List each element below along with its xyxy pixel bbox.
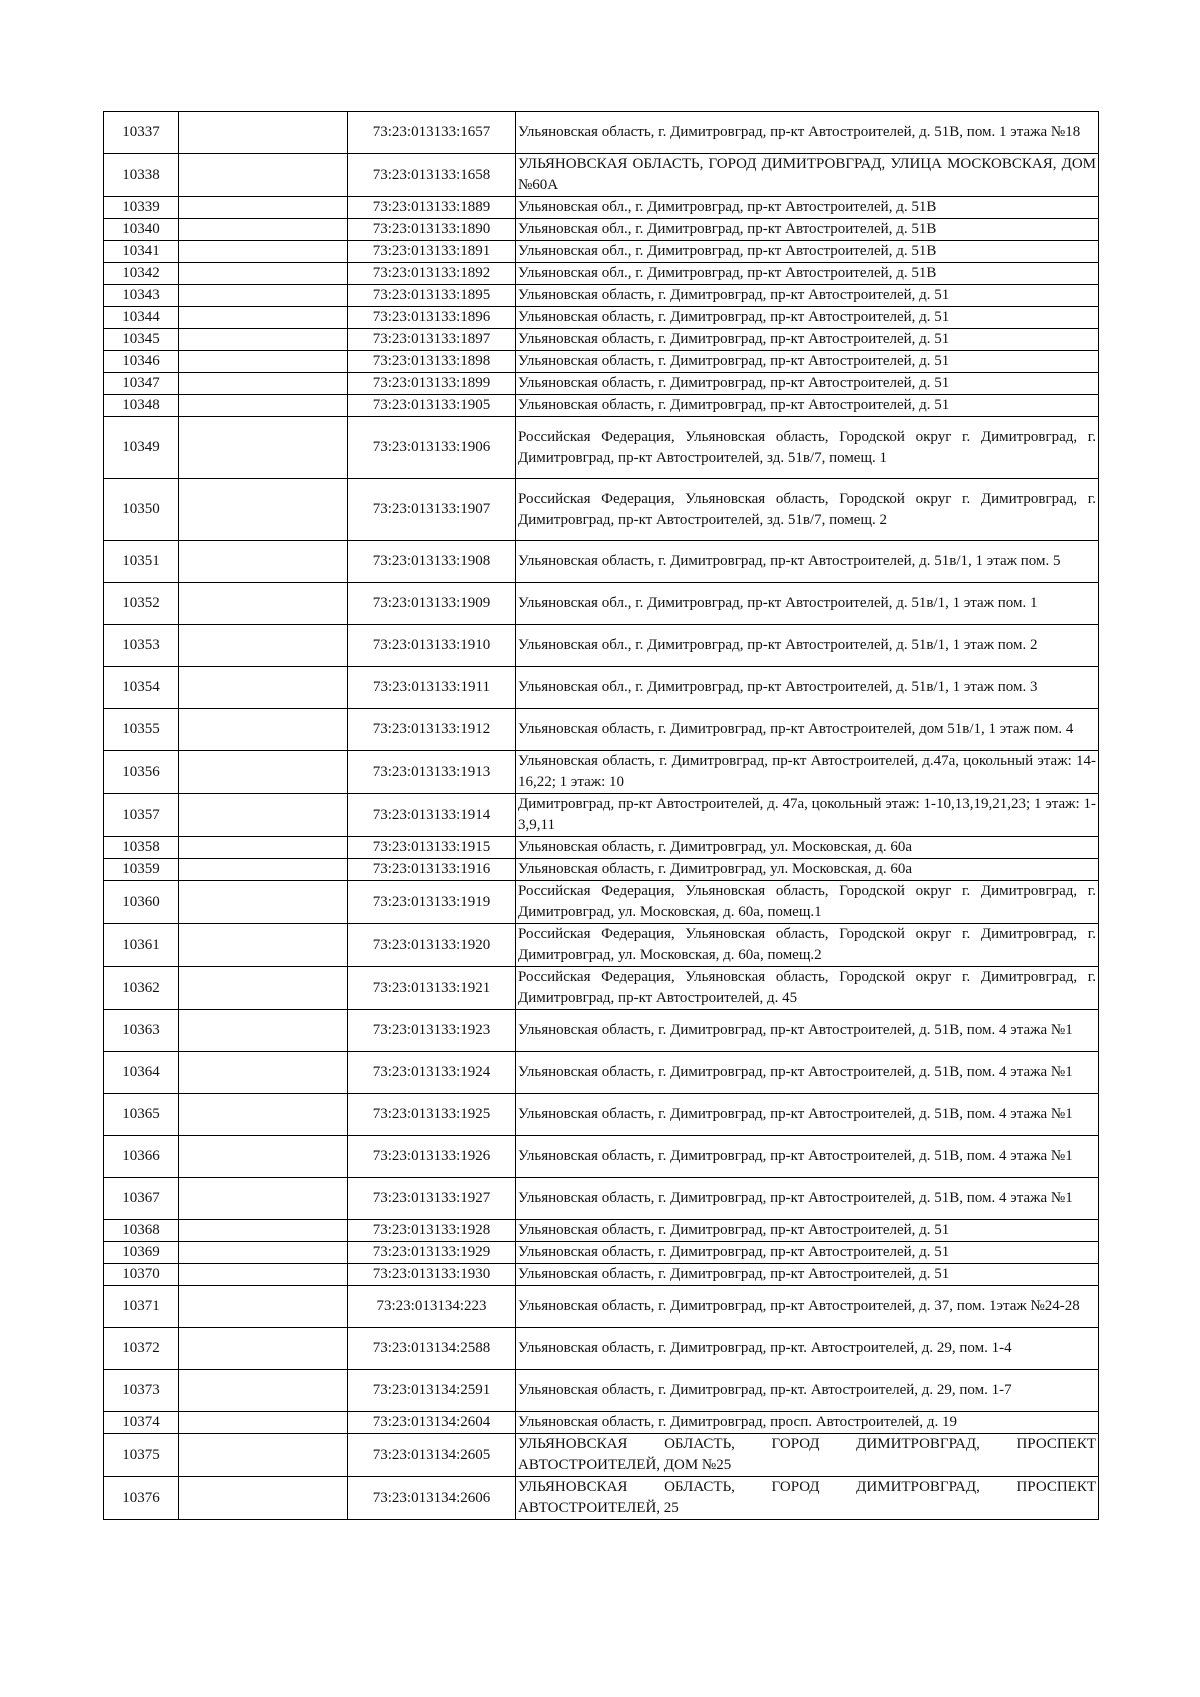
address: Ульяновская область, г. Димитровград, пр-кт Автостроителей, д. 51 xyxy=(516,1220,1099,1242)
empty-cell xyxy=(179,1286,348,1328)
cadastral-number: 73:23:013133:1928 xyxy=(348,1220,516,1242)
table-row xyxy=(104,1286,1099,1328)
table-row xyxy=(104,1434,1099,1477)
cadastral-number: 73:23:013133:1896 xyxy=(348,307,516,329)
address: Ульяновская область, г. Димитровград, ул. Московская, д. 60а xyxy=(516,859,1099,881)
table-row xyxy=(104,1370,1099,1412)
cadastral-number: 73:23:013134:2605 xyxy=(348,1434,516,1477)
table-row xyxy=(104,541,1099,583)
cadastral-number: 73:23:013133:1925 xyxy=(348,1094,516,1136)
address: УЛЬЯНОВСКАЯ ОБЛАСТЬ, ГОРОД ДИМИТРОВГРАД, ПРОСПЕКТ АВТОСТРОИТЕЛЕЙ, ДОМ №25 xyxy=(516,1434,1099,1477)
row-number: 10374 xyxy=(104,1412,179,1434)
table-row xyxy=(104,583,1099,625)
address: Ульяновская область, г. Димитровград, пр-кт Автостроителей, д. 51 xyxy=(516,395,1099,417)
row-number: 10347 xyxy=(104,373,179,395)
table-row xyxy=(104,154,1099,197)
address: УЛЬЯНОВСКАЯ ОБЛАСТЬ, ГОРОД ДИМИТРОВГРАД, ПРОСПЕКТ АВТОСТРОИТЕЛЕЙ, 25 xyxy=(516,1477,1099,1520)
row-number: 10370 xyxy=(104,1264,179,1286)
row-number: 10362 xyxy=(104,967,179,1010)
table-row xyxy=(104,307,1099,329)
empty-cell xyxy=(179,351,348,373)
table-row xyxy=(104,263,1099,285)
cadastral-number: 73:23:013133:1889 xyxy=(348,197,516,219)
empty-cell xyxy=(179,417,348,479)
row-number: 10351 xyxy=(104,541,179,583)
cadastral-number: 73:23:013133:1897 xyxy=(348,329,516,351)
address: Ульяновская область, г. Димитровград, просп. Автостроителей, д. 19 xyxy=(516,1412,1099,1434)
cadastral-number: 73:23:013133:1908 xyxy=(348,541,516,583)
table-row xyxy=(104,837,1099,859)
address: Российская Федерация, Ульяновская область, Городской округ г. Димитровград, г. Димитровград, ул. Московская, д. 60а, помещ.1 xyxy=(516,881,1099,924)
empty-cell xyxy=(179,967,348,1010)
address: Ульяновская область, г. Димитровград, пр-кт Автостроителей, д. 51 xyxy=(516,329,1099,351)
table-row xyxy=(104,709,1099,751)
empty-cell xyxy=(179,667,348,709)
cadastral-number: 73:23:013133:1892 xyxy=(348,263,516,285)
cadastral-number: 73:23:013133:1927 xyxy=(348,1178,516,1220)
empty-cell xyxy=(179,1136,348,1178)
empty-cell xyxy=(179,241,348,263)
cadastral-number: 73:23:013133:1890 xyxy=(348,219,516,241)
cadastral-number: 73:23:013133:1907 xyxy=(348,479,516,541)
address: Ульяновская обл., г. Димитровград, пр-кт Автостроителей, д. 51в/1, 1 этаж пом. 3 xyxy=(516,667,1099,709)
row-number: 10357 xyxy=(104,794,179,837)
empty-cell xyxy=(179,794,348,837)
table-row xyxy=(104,967,1099,1010)
empty-cell xyxy=(179,1242,348,1264)
cadastral-number: 73:23:013133:1657 xyxy=(348,112,516,154)
empty-cell xyxy=(179,541,348,583)
row-number: 10358 xyxy=(104,837,179,859)
table-row xyxy=(104,667,1099,709)
empty-cell xyxy=(179,1434,348,1477)
cadastral-number: 73:23:013133:1905 xyxy=(348,395,516,417)
cadastral-number: 73:23:013134:2604 xyxy=(348,1412,516,1434)
address: Российская Федерация, Ульяновская область, Городской округ г. Димитровград, г. Димитровград, пр-кт Автостроителей, зд. 51в/7, помещ. 1 xyxy=(516,417,1099,479)
cadastral-number: 73:23:013133:1658 xyxy=(348,154,516,197)
registry-table-body xyxy=(104,112,1099,1520)
address: Российская Федерация, Ульяновская область, Городской округ г. Димитровград, г. Димитровград, ул. Московская, д. 60а, помещ.2 xyxy=(516,924,1099,967)
cadastral-number: 73:23:013134:2588 xyxy=(348,1328,516,1370)
row-number: 10365 xyxy=(104,1094,179,1136)
table-row xyxy=(104,329,1099,351)
address: Ульяновская обл., г. Димитровград, пр-кт Автостроителей, д. 51в/1, 1 этаж пом. 2 xyxy=(516,625,1099,667)
address: Ульяновская область, г. Димитровград, пр-кт Автостроителей, д. 51в/1, 1 этаж пом. 5 xyxy=(516,541,1099,583)
table-row xyxy=(104,881,1099,924)
cadastral-number: 73:23:013133:1911 xyxy=(348,667,516,709)
cadastral-number: 73:23:013133:1913 xyxy=(348,751,516,794)
address: Ульяновская обл., г. Димитровград, пр-кт Автостроителей, д. 51В xyxy=(516,241,1099,263)
empty-cell xyxy=(179,881,348,924)
address: Ульяновская область, г. Димитровград, пр-кт Автостроителей, дом 51в/1, 1 этаж пом. 4 xyxy=(516,709,1099,751)
row-number: 10366 xyxy=(104,1136,179,1178)
cadastral-number: 73:23:013133:1906 xyxy=(348,417,516,479)
cadastral-number: 73:23:013133:1891 xyxy=(348,241,516,263)
row-number: 10372 xyxy=(104,1328,179,1370)
address: Ульяновская область, г. Димитровград, пр-кт Автостроителей, д. 51 xyxy=(516,373,1099,395)
table-row xyxy=(104,241,1099,263)
address: УЛЬЯНОВСКАЯ ОБЛАСТЬ, ГОРОД ДИМИТРОВГРАД, УЛИЦА МОСКОВСКАЯ, ДОМ №60А xyxy=(516,154,1099,197)
empty-cell xyxy=(179,329,348,351)
table-row xyxy=(104,1220,1099,1242)
row-number: 10343 xyxy=(104,285,179,307)
cadastral-number: 73:23:013133:1915 xyxy=(348,837,516,859)
table-row xyxy=(104,373,1099,395)
row-number: 10352 xyxy=(104,583,179,625)
cadastral-number: 73:23:013133:1926 xyxy=(348,1136,516,1178)
address: Димитровград, пр-кт Автостроителей, д. 47а, цокольный этаж: 1-10,13,19,21,23; 1 этаж: 1-3,9,11 xyxy=(516,794,1099,837)
row-number: 10349 xyxy=(104,417,179,479)
empty-cell xyxy=(179,625,348,667)
address: Ульяновская область, г. Димитровград, пр-кт Автостроителей, д. 51В, пом. 1 этажа №18 xyxy=(516,112,1099,154)
address: Ульяновская область, г. Димитровград, пр-кт Автостроителей, д. 51В, пом. 4 этажа №1 xyxy=(516,1178,1099,1220)
address: Ульяновская область, г. Димитровград, пр-кт Автостроителей, д. 51В, пом. 4 этажа №1 xyxy=(516,1136,1099,1178)
cadastral-number: 73:23:013133:1909 xyxy=(348,583,516,625)
address: Ульяновская область, г. Димитровград, пр-кт Автостроителей, д. 51 xyxy=(516,285,1099,307)
cadastral-number: 73:23:013133:1895 xyxy=(348,285,516,307)
row-number: 10354 xyxy=(104,667,179,709)
table-row xyxy=(104,1264,1099,1286)
cadastral-number: 73:23:013133:1910 xyxy=(348,625,516,667)
row-number: 10339 xyxy=(104,197,179,219)
address: Ульяновская область, г. Димитровград, пр-кт Автостроителей, д. 51 xyxy=(516,1264,1099,1286)
row-number: 10361 xyxy=(104,924,179,967)
empty-cell xyxy=(179,479,348,541)
row-number: 10356 xyxy=(104,751,179,794)
row-number: 10337 xyxy=(104,112,179,154)
row-number: 10355 xyxy=(104,709,179,751)
empty-cell xyxy=(179,709,348,751)
row-number: 10363 xyxy=(104,1010,179,1052)
address: Ульяновская область, г. Димитровград, пр-кт. Автостроителей, д. 29, пом. 1-4 xyxy=(516,1328,1099,1370)
empty-cell xyxy=(179,219,348,241)
empty-cell xyxy=(179,197,348,219)
empty-cell xyxy=(179,1094,348,1136)
cadastral-number: 73:23:013133:1929 xyxy=(348,1242,516,1264)
address: Ульяновская область, г. Димитровград, пр-кт Автостроителей, д. 51 xyxy=(516,1242,1099,1264)
empty-cell xyxy=(179,373,348,395)
row-number: 10344 xyxy=(104,307,179,329)
address: Ульяновская область, г. Димитровград, пр-кт Автостроителей, д. 51В, пом. 4 этажа №1 xyxy=(516,1052,1099,1094)
row-number: 10345 xyxy=(104,329,179,351)
address: Ульяновская обл., г. Димитровград, пр-кт Автостроителей, д. 51В xyxy=(516,219,1099,241)
empty-cell xyxy=(179,112,348,154)
empty-cell xyxy=(179,1412,348,1434)
empty-cell xyxy=(179,751,348,794)
cadastral-number: 73:23:013134:2591 xyxy=(348,1370,516,1412)
row-number: 10368 xyxy=(104,1220,179,1242)
table-row xyxy=(104,1136,1099,1178)
address: Российская Федерация, Ульяновская область, Городской округ г. Димитровград, г. Димитровград, пр-кт Автостроителей, д. 45 xyxy=(516,967,1099,1010)
cadastral-number: 73:23:013133:1919 xyxy=(348,881,516,924)
cadastral-number: 73:23:013133:1923 xyxy=(348,1010,516,1052)
cadastral-number: 73:23:013133:1921 xyxy=(348,967,516,1010)
empty-cell xyxy=(179,924,348,967)
registry-table xyxy=(103,111,1099,1520)
table-row xyxy=(104,1477,1099,1520)
empty-cell xyxy=(179,1220,348,1242)
empty-cell xyxy=(179,583,348,625)
table-row xyxy=(104,1094,1099,1136)
row-number: 10353 xyxy=(104,625,179,667)
cadastral-number: 73:23:013133:1898 xyxy=(348,351,516,373)
table-row xyxy=(104,479,1099,541)
table-row xyxy=(104,625,1099,667)
row-number: 10350 xyxy=(104,479,179,541)
address: Ульяновская область, г. Димитровград, пр-кт. Автостроителей, д. 29, пом. 1-7 xyxy=(516,1370,1099,1412)
row-number: 10360 xyxy=(104,881,179,924)
row-number: 10373 xyxy=(104,1370,179,1412)
address: Ульяновская обл., г. Димитровград, пр-кт Автостроителей, д. 51в/1, 1 этаж пом. 1 xyxy=(516,583,1099,625)
cadastral-number: 73:23:013134:223 xyxy=(348,1286,516,1328)
empty-cell xyxy=(179,1477,348,1520)
row-number: 10375 xyxy=(104,1434,179,1477)
address: Ульяновская обл., г. Димитровград, пр-кт Автостроителей, д. 51В xyxy=(516,197,1099,219)
empty-cell xyxy=(179,1052,348,1094)
table-row xyxy=(104,1010,1099,1052)
row-number: 10340 xyxy=(104,219,179,241)
table-row xyxy=(104,351,1099,373)
empty-cell xyxy=(179,154,348,197)
empty-cell xyxy=(179,859,348,881)
cadastral-number: 73:23:013133:1930 xyxy=(348,1264,516,1286)
table-row xyxy=(104,794,1099,837)
cadastral-number: 73:23:013133:1920 xyxy=(348,924,516,967)
empty-cell xyxy=(179,1328,348,1370)
empty-cell xyxy=(179,395,348,417)
table-row xyxy=(104,197,1099,219)
cadastral-number: 73:23:013133:1924 xyxy=(348,1052,516,1094)
table-row xyxy=(104,1052,1099,1094)
empty-cell xyxy=(179,837,348,859)
address: Ульяновская область, г. Димитровград, пр-кт Автостроителей, д. 51В, пом. 4 этажа №1 xyxy=(516,1094,1099,1136)
cadastral-number: 73:23:013133:1912 xyxy=(348,709,516,751)
cadastral-number: 73:23:013133:1899 xyxy=(348,373,516,395)
cadastral-number: 73:23:013134:2606 xyxy=(348,1477,516,1520)
address: Российская Федерация, Ульяновская область, Городской округ г. Димитровград, г. Димитровград, пр-кт Автостроителей, зд. 51в/7, помещ. 2 xyxy=(516,479,1099,541)
table-row xyxy=(104,395,1099,417)
table-row xyxy=(104,924,1099,967)
address: Ульяновская область, г. Димитровград, пр-кт Автостроителей, д. 51 xyxy=(516,307,1099,329)
table-row xyxy=(104,219,1099,241)
empty-cell xyxy=(179,1370,348,1412)
cadastral-number: 73:23:013133:1916 xyxy=(348,859,516,881)
empty-cell xyxy=(179,1010,348,1052)
empty-cell xyxy=(179,1178,348,1220)
address: Ульяновская область, г. Димитровград, пр-кт Автостроителей, д. 51 xyxy=(516,351,1099,373)
address: Ульяновская область, г. Димитровград, пр-кт Автостроителей, д. 37, пом. 1этаж №24-28 xyxy=(516,1286,1099,1328)
row-number: 10346 xyxy=(104,351,179,373)
row-number: 10376 xyxy=(104,1477,179,1520)
empty-cell xyxy=(179,307,348,329)
table-row xyxy=(104,751,1099,794)
row-number: 10367 xyxy=(104,1178,179,1220)
empty-cell xyxy=(179,1264,348,1286)
row-number: 10342 xyxy=(104,263,179,285)
table-row xyxy=(104,112,1099,154)
address: Ульяновская область, г. Димитровград, пр-кт Автостроителей, д.47а, цокольный этаж: 14-16,22; 1 этаж: 10 xyxy=(516,751,1099,794)
empty-cell xyxy=(179,285,348,307)
table-row xyxy=(104,285,1099,307)
row-number: 10341 xyxy=(104,241,179,263)
row-number: 10371 xyxy=(104,1286,179,1328)
row-number: 10338 xyxy=(104,154,179,197)
row-number: 10359 xyxy=(104,859,179,881)
address: Ульяновская обл., г. Димитровград, пр-кт Автостроителей, д. 51В xyxy=(516,263,1099,285)
row-number: 10369 xyxy=(104,1242,179,1264)
row-number: 10348 xyxy=(104,395,179,417)
table-row xyxy=(104,417,1099,479)
table-row xyxy=(104,1328,1099,1370)
address: Ульяновская область, г. Димитровград, пр-кт Автостроителей, д. 51В, пом. 4 этажа №1 xyxy=(516,1010,1099,1052)
empty-cell xyxy=(179,263,348,285)
table-row xyxy=(104,1178,1099,1220)
cadastral-number: 73:23:013133:1914 xyxy=(348,794,516,837)
table-row xyxy=(104,1242,1099,1264)
row-number: 10364 xyxy=(104,1052,179,1094)
address: Ульяновская область, г. Димитровград, ул. Московская, д. 60а xyxy=(516,837,1099,859)
table-row xyxy=(104,859,1099,881)
table-row xyxy=(104,1412,1099,1434)
